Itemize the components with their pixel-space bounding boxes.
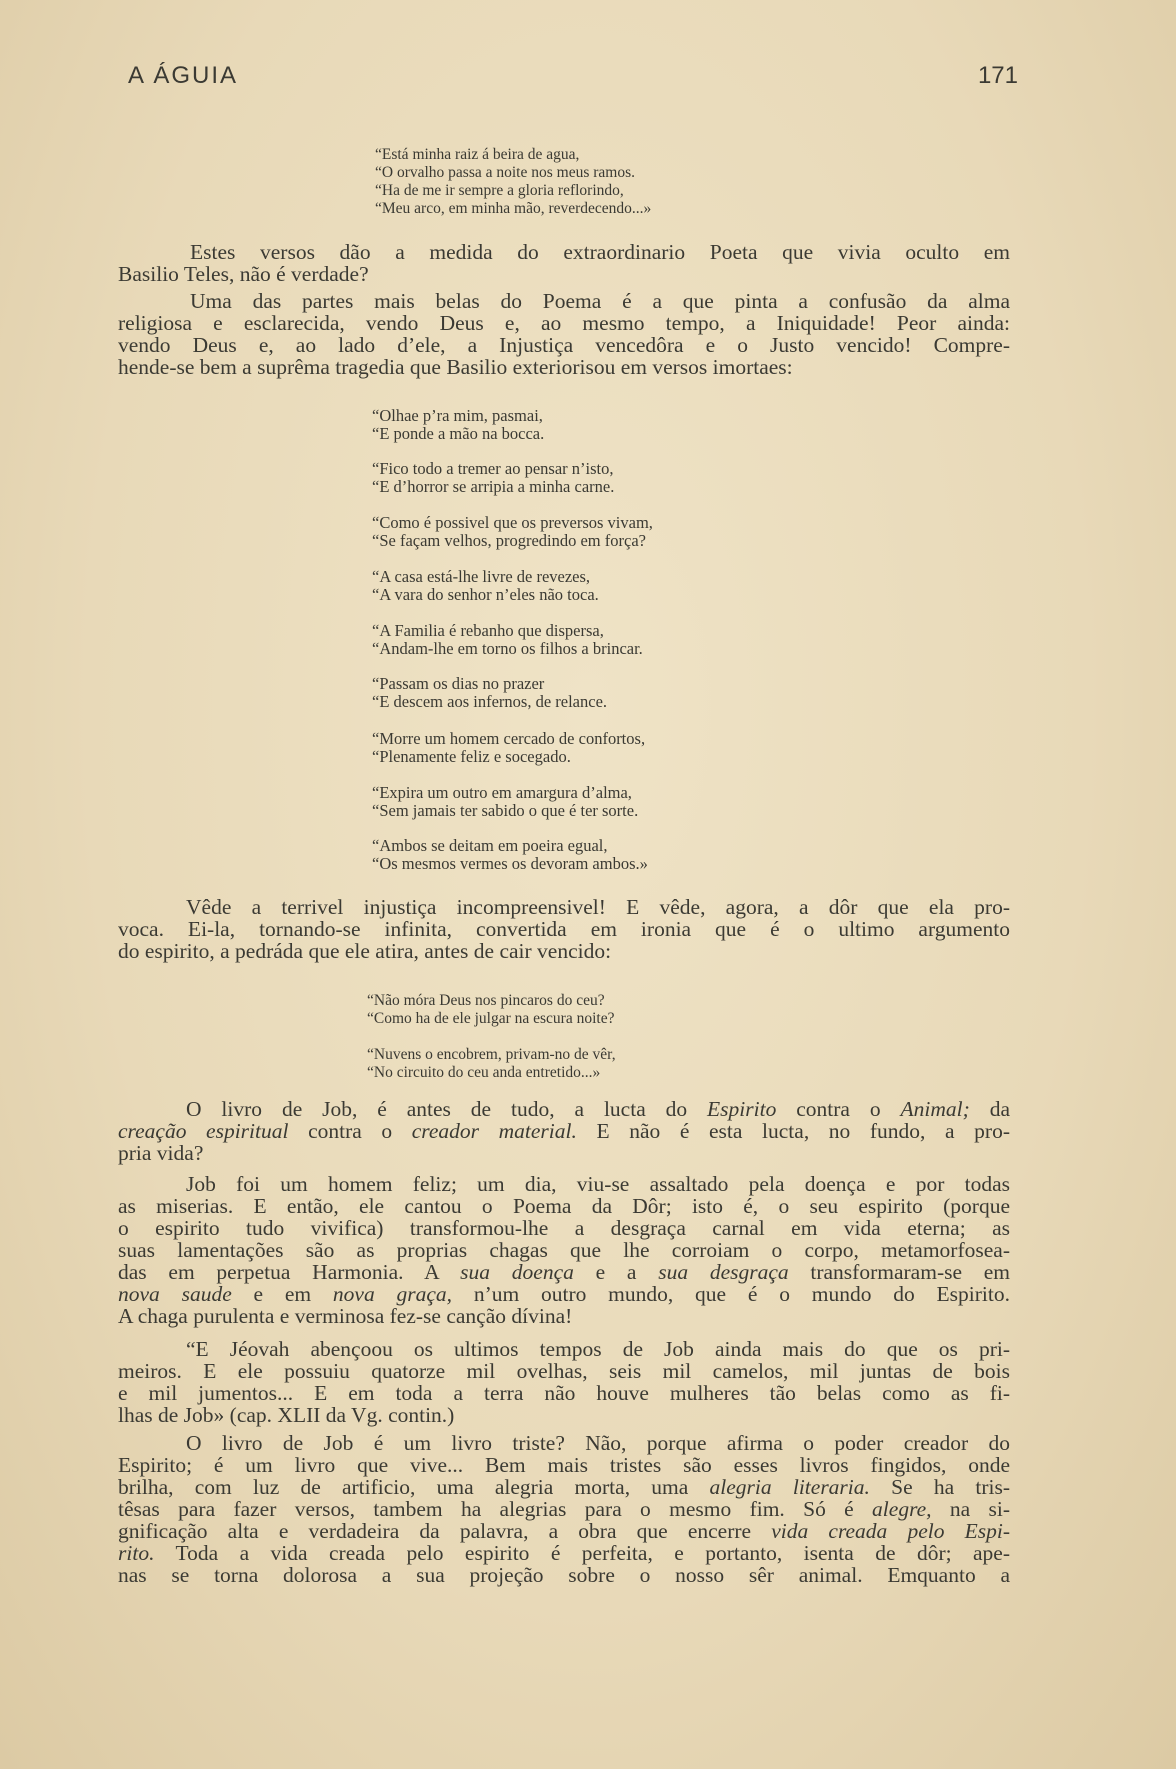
text-run: Se ha tris-	[869, 1475, 1010, 1499]
paragraph	[118, 1432, 1010, 1586]
verse-line: “Meu arco, em minha mão, reverdecendo...»	[375, 200, 652, 217]
text-line: e mil jumentos... E em toda a terra não houve mulheres tão belas como as fi-	[118, 1381, 1010, 1405]
verse-line: “A vara do senhor n’eles não toca.	[372, 585, 599, 604]
verse-stanza	[372, 784, 638, 820]
text-line: vendo Deus e, ao lado d’ele, a Injustiça vencedôra e o Justo vencido! Compre-	[118, 333, 1010, 357]
verse-line: “Como ha de ele julgar na escura noite?	[367, 1010, 615, 1027]
text-run: Toda a vida creada pelo espirito é perfeita, e portanto, isenta de dôr; ape-	[154, 1541, 1010, 1565]
verse-stanza	[375, 146, 651, 218]
emphasis: nova saude	[118, 1282, 232, 1306]
verse-line: “Se façam velhos, progredindo em força?	[372, 531, 646, 550]
verse-line: “A Familia é rebanho que dispersa,	[372, 621, 604, 640]
text-line: lhas de Job» (cap. XLII da Vg. contin.)	[118, 1403, 455, 1427]
paragraph	[118, 1098, 1010, 1164]
verse-line: “E ponde a mão na bocca.	[372, 424, 545, 443]
text-line: A chaga purulenta e verminosa fez-se canção dívina!	[118, 1304, 573, 1328]
verse-stanza	[372, 730, 645, 766]
paragraph	[118, 241, 1010, 285]
verse-stanza	[372, 460, 614, 496]
paragraph	[118, 1338, 1010, 1426]
text-line: meiros. E ele possuiu quatorze mil ovelhas, seis mil camelos, mil juntas de bois	[118, 1359, 1010, 1383]
emphasis: nova graça,	[332, 1282, 453, 1306]
text-run: da	[969, 1097, 1011, 1121]
emphasis: alegre,	[872, 1497, 932, 1521]
verse-line: “Nuvens o encobrem, privam-no de vêr,	[367, 1046, 616, 1063]
verse-line: “A casa está-lhe livre de revezes,	[372, 567, 591, 586]
emphasis: creador material.	[411, 1119, 577, 1143]
text-line: suas lamentações são as proprias chagas que lhe corroiam o corpo, metamorfosea-	[118, 1238, 1010, 1262]
emphasis: Espirito	[707, 1097, 777, 1121]
text-line	[118, 1261, 1010, 1283]
text-line: hende-se bem a suprêma tragedia que Basilio exteriorisou em versos imortaes:	[118, 355, 793, 379]
verse-line: “Como é possivel que os preversos vivam,	[372, 513, 653, 532]
verse-line: “No circuito do ceu anda entretido...»	[367, 1064, 601, 1081]
text-line: Uma das partes mais belas do Poema é a que pinta a confusão da alma	[190, 289, 1010, 313]
verse-stanza	[372, 407, 544, 443]
paragraph	[118, 290, 1010, 378]
verse-line: “Passam os dias no prazer	[372, 674, 545, 693]
verse-line: “O orvalho passa a noite nos meus ramos.	[375, 164, 635, 181]
text-line: Estes versos dão a medida do extraordinario Poeta que vivia oculto em	[190, 240, 1010, 264]
emphasis: sua doença	[460, 1260, 574, 1284]
verse-line: “Plenamente feliz e socegado.	[372, 747, 571, 766]
verse-line: “Ha de me ir sempre a gloria reflorindo,	[375, 182, 624, 199]
text-run: O livro de Job, é antes de tudo, a lucta do	[186, 1097, 708, 1121]
verse-line: “Fico todo a tremer ao pensar n’isto,	[372, 459, 614, 478]
running-title: A ÁGUIA	[128, 62, 239, 89]
verse-line: “Expira um outro em amargura d’alma,	[372, 783, 632, 802]
text-line	[118, 1098, 1010, 1120]
text-run: e em	[231, 1282, 333, 1306]
text-line: do espirito, a pedráda que ele atira, antes de cair vencido:	[118, 939, 612, 963]
text-line	[118, 1520, 1010, 1542]
verse-line: “Está minha raiz á beira de agua,	[375, 146, 580, 163]
verse-line: “Morre um homem cercado de confortos,	[372, 729, 646, 748]
text-line	[118, 1476, 1010, 1498]
emphasis: creação espiritual	[118, 1119, 289, 1143]
text-line: Job foi um homem feliz; um dia, viu-se assaltado pela doença e por todas	[186, 1172, 1010, 1196]
verse-line: “Andam-lhe em torno os filhos a brincar.	[372, 639, 643, 658]
emphasis: Animal;	[900, 1097, 970, 1121]
text-line: Espirito; é um livro que vive... Bem mais tristes são esses livros fingidos, onde	[118, 1453, 1010, 1477]
text-run: têsas para fazer versos, tambem ha alegrias para o mesmo fim. Só é	[118, 1497, 873, 1521]
text-line: “E Jéovah abençoou os ultimos tempos de Job ainda mais do que os pri-	[186, 1337, 1010, 1361]
verse-stanza	[372, 675, 607, 711]
verse-stanza	[367, 992, 614, 1028]
page-number: 171	[977, 62, 1018, 89]
emphasis: vida creada pelo Espi-	[771, 1519, 1010, 1543]
paragraph	[118, 896, 1010, 962]
verse-line: “Os mesmos vermes os devoram ambos.»	[372, 854, 648, 873]
verse-line: “E descem aos infernos, de relance.	[372, 692, 608, 711]
text-run: n’um outro mundo, que é o mundo do Espirito.	[452, 1282, 1011, 1306]
text-run: e a	[573, 1260, 659, 1284]
verse-line: “Olhae p’ra mim, pasmai,	[372, 406, 543, 425]
verse-line: “E d’horror se arripia a minha carne.	[372, 477, 615, 496]
text-line: Vêde a terrivel injustiça incompreensivel! E vêde, agora, a dôr que ela pro-	[186, 895, 1010, 919]
text-line: Basilio Teles, não é verdade?	[118, 262, 369, 286]
verse-stanza	[372, 837, 648, 873]
running-head	[128, 62, 1018, 96]
text-line	[118, 1542, 1010, 1564]
text-line: voca. Ei-la, tornando-se infinita, convertida em ironia que é o ultimo argumento	[118, 917, 1010, 941]
paragraph	[118, 1173, 1010, 1327]
text-run: gnificação alta e verdadeira da palavra, a obra que encerre	[118, 1519, 772, 1543]
text-line	[118, 1283, 1010, 1305]
verse-stanza	[372, 514, 653, 550]
verse-stanza	[372, 568, 599, 604]
text-run: E não é esta lucta, no fundo, a pro-	[576, 1119, 1010, 1143]
text-run: das em perpetua Harmonia. A	[118, 1260, 461, 1284]
verse-line: “Sem jamais ter sabido o que é ter sorte.	[372, 801, 639, 820]
text-line: pria vida?	[118, 1141, 204, 1165]
text-run: contra o	[288, 1119, 412, 1143]
emphasis: sua desgraça	[658, 1260, 789, 1284]
text-run: na si-	[931, 1497, 1011, 1521]
verse-line: “Ambos se deitam em poeira egual,	[372, 836, 608, 855]
emphasis: alegria literaria.	[709, 1475, 870, 1499]
text-line: religiosa e esclarecida, vendo Deus e, ao mesmo tempo, a Iniquidade! Peor ainda:	[118, 311, 1010, 335]
text-line: nas se torna dolorosa a sua projeção sobre o nosso sêr animal. Emquanto a	[118, 1563, 1010, 1587]
text-run: brilha, com luz de artificio, uma alegria morta, uma	[118, 1475, 710, 1499]
text-line	[118, 1120, 1010, 1142]
text-line: O livro de Job é um livro triste? Não, porque afirma o poder creador do	[186, 1431, 1010, 1455]
emphasis: rito.	[118, 1541, 155, 1565]
verse-stanza	[367, 1046, 616, 1082]
verse-line: “Não móra Deus nos pincaros do ceu?	[367, 992, 605, 1009]
verse-stanza	[372, 622, 643, 658]
text-line	[118, 1498, 1010, 1520]
text-run: transformaram-se em	[788, 1260, 1011, 1284]
text-line: o espirito tudo vivifica) transformou-lhe a desgraça carnal em vida eterna; as	[118, 1216, 1010, 1240]
text-line: as miserias. E então, ele cantou o Poema da Dôr; isto é, o seu espirito (porque	[118, 1194, 1010, 1218]
text-run: contra o	[776, 1097, 901, 1121]
